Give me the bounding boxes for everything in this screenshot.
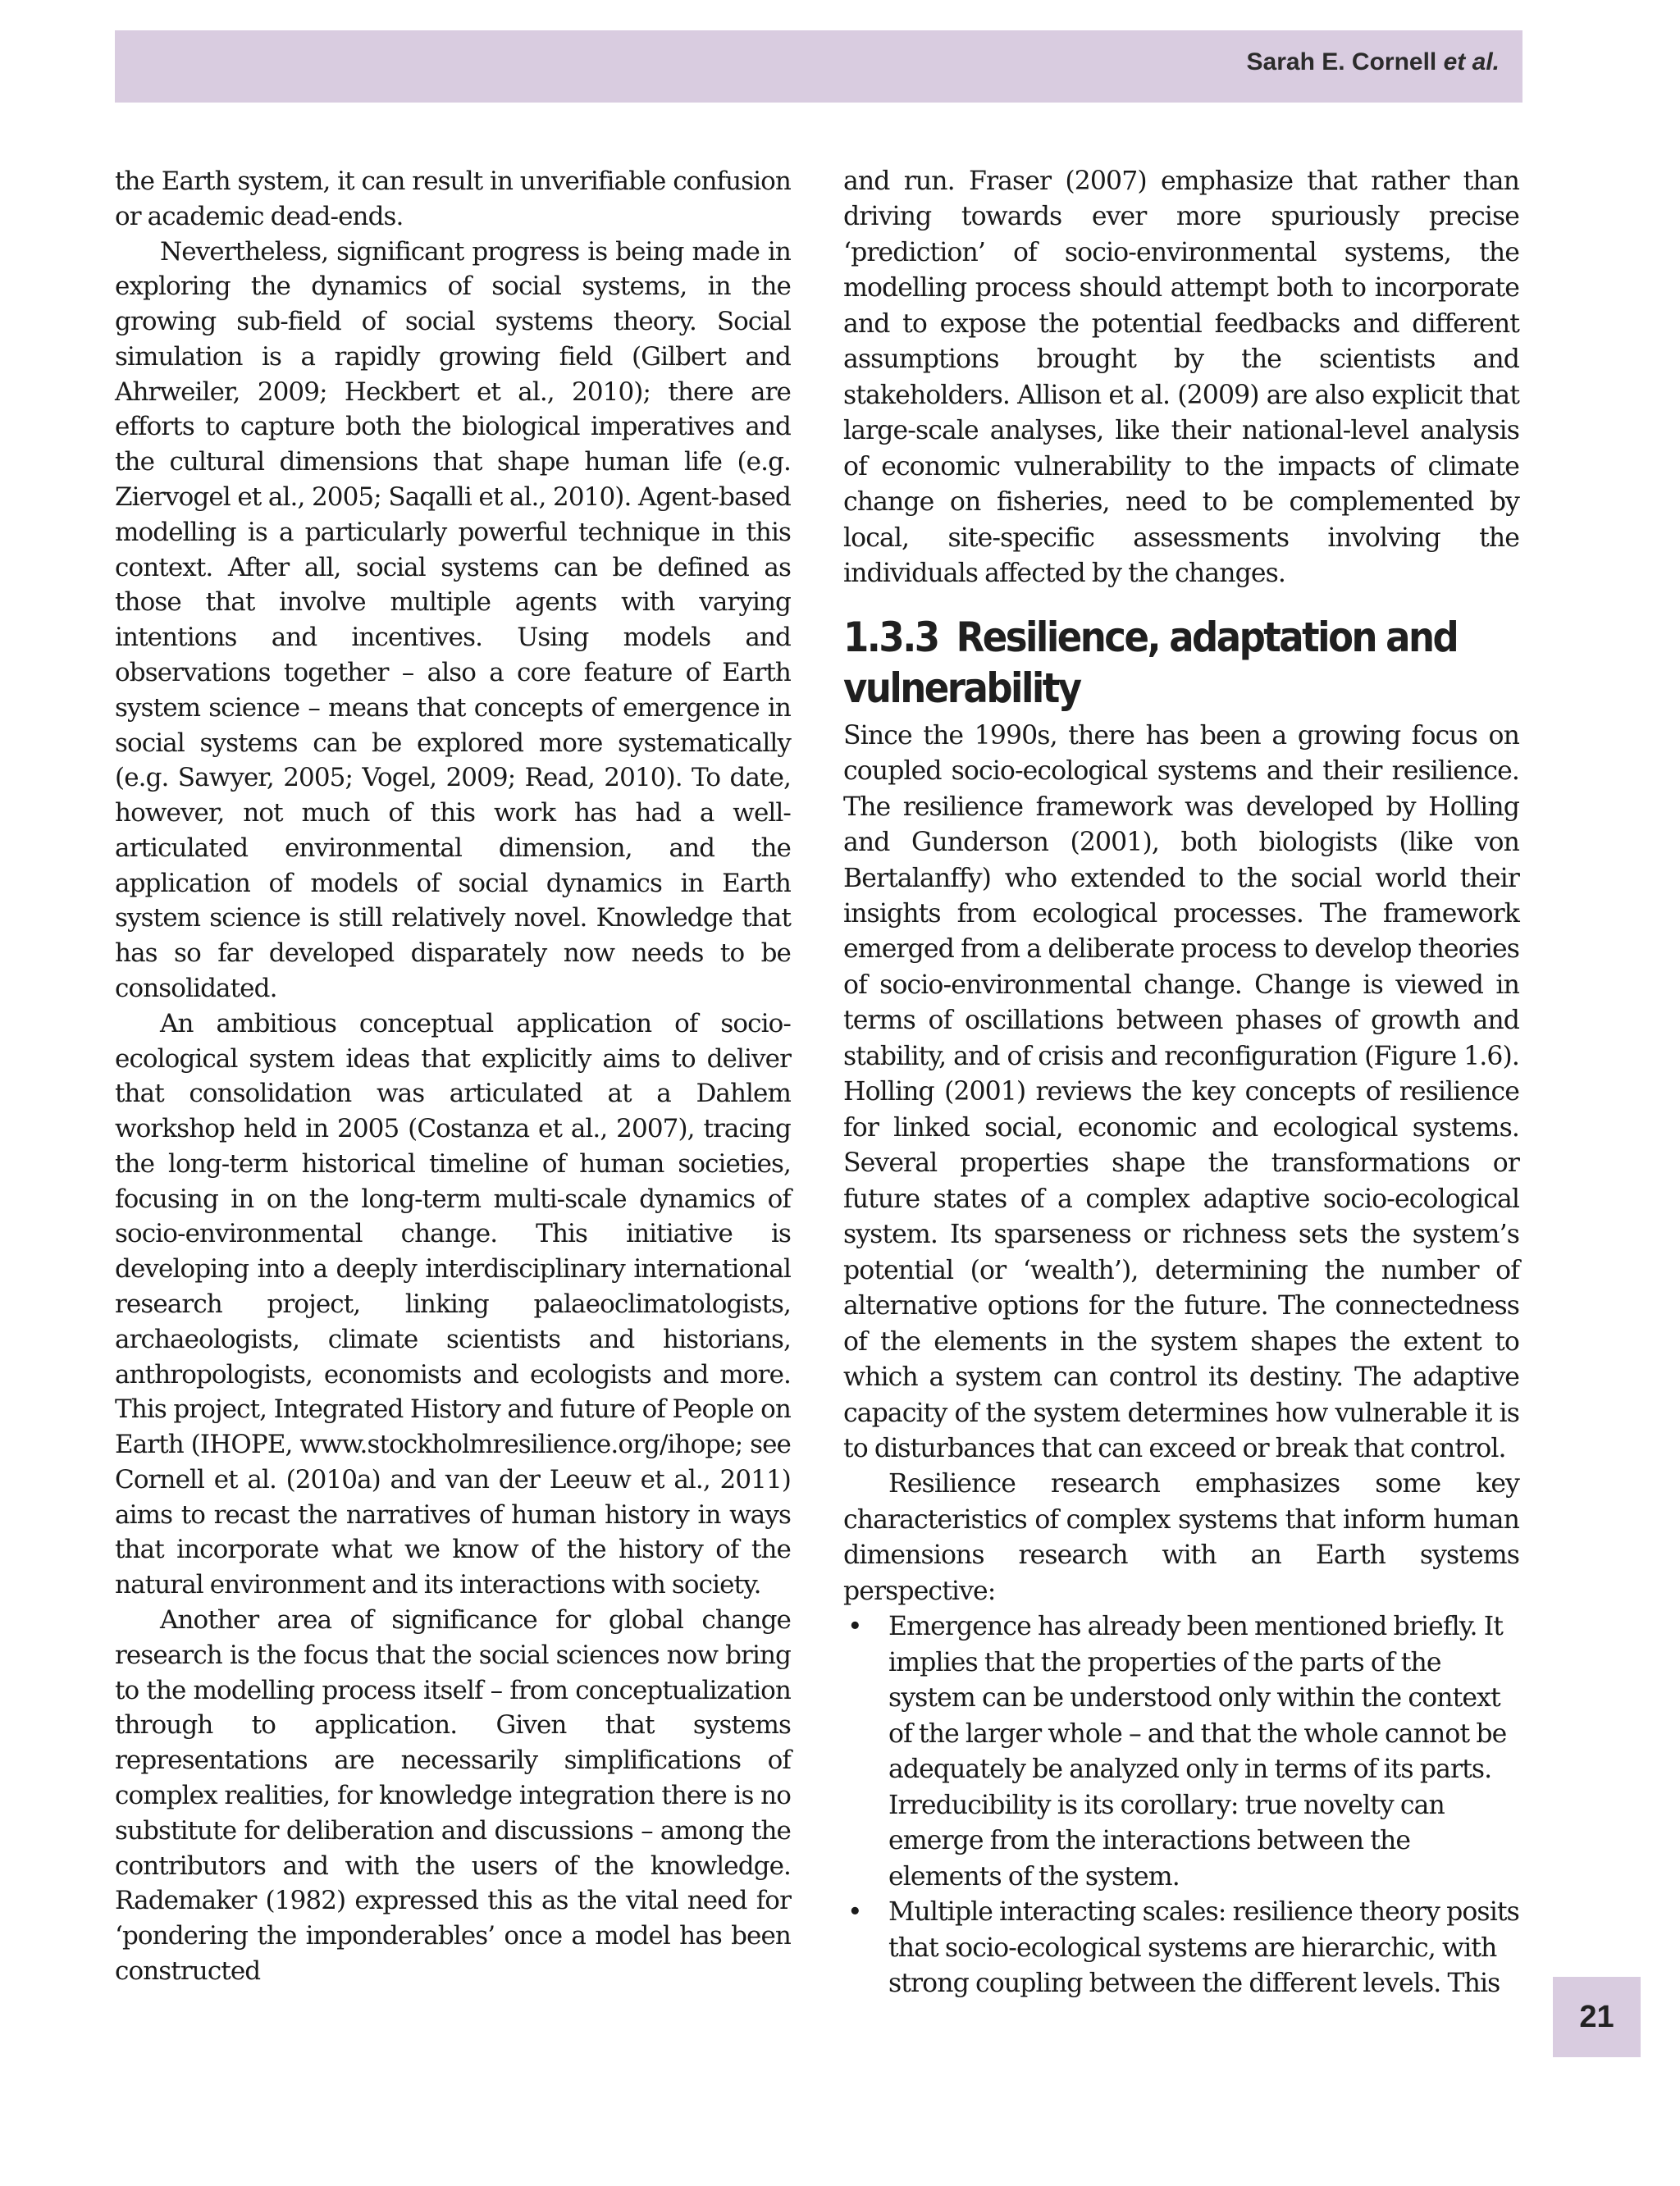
paragraph: Resilience research emphasizes some key characteristics of complex systems that inform human dimensions research with an Earth systems perspective: [843,1469,1519,1606]
paragraph: the Earth system, it can result in unverifiable confusion or academic dead-ends. [115,167,791,231]
paragraph: Since the 1990s, there has been a growing focus on coupled socio-ecological systems and their resilience. The resilience framework was developed by Holling and Gunderson (2001), both biologists (like von Bertalanffy) who extended to the social world their insights from ecological processes. The framework emerged from a deliberate process to develop theories of socio-environmental change. Change is viewed in terms of oscillations between phases of growth and stability, and of crisis and reconfiguration (Figure 1.6). Holling (2001) reviews the key concepts of resilience for linked social, economic and ecological systems. Several properties shape the transformations or future states of a complex adaptive socio-ecological system. Its sparseness or richness sets the system’s potential (or ‘wealth’), determining the number of alternative options for the future. The connectedness of the elements in the system shapes the extent to which a system can control its destiny. The adaptive capacity of the system determines how vulnerable it is to disturbances that can exceed or break that control. [843,720,1519,1463]
paragraph: and run. Fraser (2007) emphasize that rather than driving towards ever more spuriously precise ‘prediction’ of socio-environmental systems, the modelling process should attempt both to incorporate and to expose the potential feedbacks and different assumptions brought by the scientists and stakeholders. Allison et al. (2009) are also explicit that large-scale analyses, like their national-level analysis of economic vulnerability to the impacts of climate change on fisheries, need to be complemented by local, site-specific assessments involving the individuals affected by the changes. [843,167,1519,589]
page-number: 21 [1579,2000,1614,2034]
left-column [115,164,791,1989]
bullet-item: • Multiple interacting scales: resilience theory posits that socio-ecological systems are hierarchic, with strong coupling between the different levels. This [843,1895,1519,2001]
bullet-list [843,1609,1519,2001]
running-header-author [1247,48,1500,76]
section-title: Resilience, adaptation and vulnerability [843,613,1458,712]
paragraph: Nevertheless, significant progress is being made in exploring the dynamics of social systems, in the growing sub-field of social systems theory. Social simulation is a rapidly growing field (Gilbert and Ahrweiler, 2009; Heckbert et al., 2010); there are efforts to capture both the biological imperatives and the cultural dimensions that shape human life (e.g. Ziervogel et al., 2005; Saqalli et al., 2010). Agent-based modelling is a particularly powerful technique in this context. After all, social systems can be defined as those that involve multiple agents with varying intentions and incentives. Using models and observations together – also a core feature of Earth system science – means that concepts of emergence in social systems can be explored more systematically (e.g. Sawyer, 2005; Vogel, 2009; Read, 2010). To date, however, not much of this work has had a well-articulated environmental dimension, and the application of models of social dynamics in Earth system science is still relatively novel. Knowledge that has so far developed disparately now needs to be consolidated. [115,236,791,1003]
paragraph: An ambitious conceptual application of socio-ecological system ideas that explicitly aims to deliver that consolidation was articulated at a Dahlem workshop held in 2005 (Costanza et al., 2007), tracing the long-term historical timeline of human societies, focusing in on the long-term multi-scale dynamics of socio-environmental change. This initiative is developing into a deeply interdisciplinary international research project, linking palaeoclimatologists, archaeologists, climate scientists and historians, anthropologists, economists and ecologists and more. This project, Integrated History and future of People on Earth (IHOPE, www.stockholmresilience.org/ihope; see Cornell et al. (2010a) and van der Leeuw et al., 2011) aims to recast the narratives of human history in ways that incorporate what we know of the history of the natural environment and its interactions with society. [115,1008,791,1600]
running-header-bar [115,30,1522,103]
author-name: Sarah E. Cornell [1246,48,1437,75]
section-number: 1.3.3 [843,613,938,661]
bullet-item: • Emergence has already been mentioned briefly. It implies that the properties of the parts of the system can be understood only within the context of the larger whole – and that the whole cannot be adequately be analyzed only in terms of its parts. Irreducibility is its corollary: true novelty can emerge from the interactions between the elements of the system. [843,1609,1519,1895]
page-number-tab [1553,1977,1641,2057]
section-heading [843,612,1519,714]
paragraph: Another area of significance for global change research is the focus that the social sciences now bring to the modelling process itself – from conceptualization through to application. Given that systems representations are necessarily simplifications of complex realities, for knowledge integration there is no substitute for deliberation and discussions – among the contributors and with the users of the knowledge. Rademaker (1982) expressed this as the vital need for ‘pondering the imponderables’ once a model has been constructed [115,1605,791,1986]
author-etal: et al. [1443,48,1500,75]
right-column [843,164,1519,2002]
